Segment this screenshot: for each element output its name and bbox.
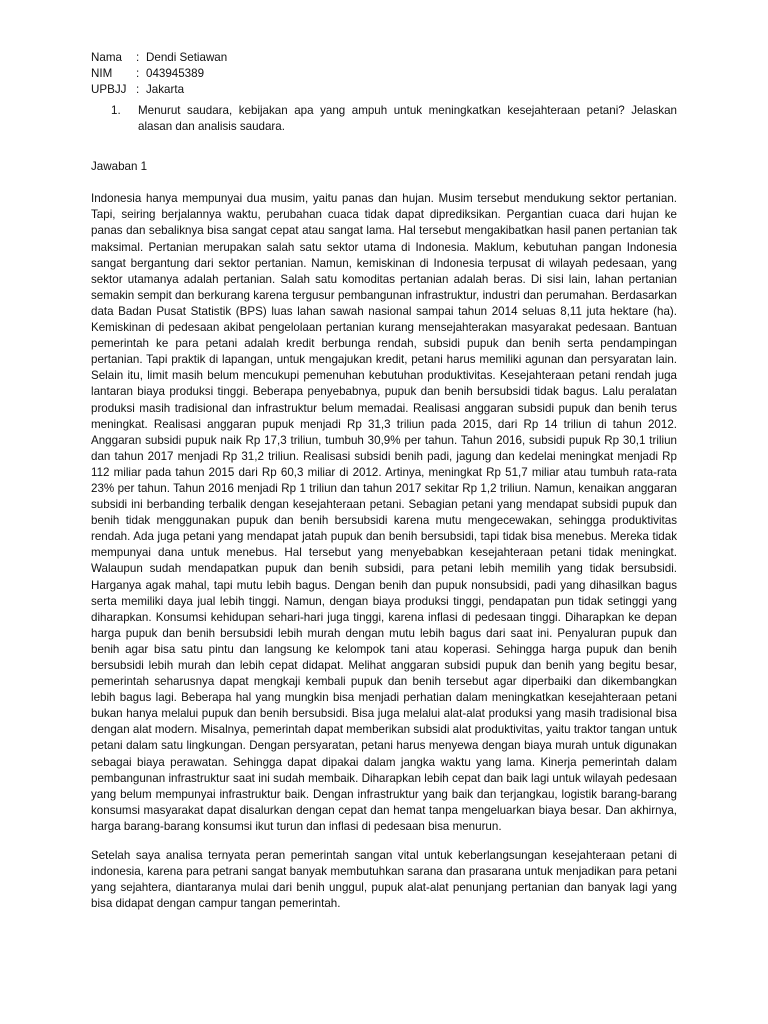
question-item — [91, 103, 677, 135]
info-colon: : — [136, 51, 140, 64]
answer-title: Jawaban 1 — [91, 160, 148, 174]
question-number: 1. — [111, 104, 121, 117]
info-row-name — [91, 50, 677, 66]
student-info — [91, 50, 677, 98]
document-content — [91, 50, 677, 912]
info-row-nim — [91, 66, 677, 82]
info-colon: : — [136, 83, 140, 96]
info-label: Nama — [91, 51, 122, 64]
info-value: Dendi Setiawan — [146, 51, 228, 64]
info-label: NIM — [91, 67, 113, 80]
info-label: UPBJJ — [91, 83, 127, 96]
question-text: Menurut saudara, kebijakan apa yang ampuh untuk meningkatkan kesejahteraan petani? Jelaskan alasan dan analisis saudara. — [138, 104, 677, 134]
conclusion-paragraph: Setelah saya analisa ternyata peran pemerintah sangan vital untuk keberlangsungan kesejahteraan petani di indonesia, karena para petrani sangat banyak membutuhkan sarana dan prasarana untuk menjadikan para petani yang sejahtera, diantaranya mulai dari benih unggul, pupuk alat-alat penunjang pertanian dan banyak lagi yang bisa didapat dengan campur tangan pemerintah. — [91, 849, 677, 911]
info-colon: : — [136, 67, 140, 80]
answer-paragraph: Indonesia hanya mempunyai dua musim, yaitu panas dan hujan. Musim tersebut mendukung sektor pertanian. Tapi, seiring berjalannya waktu, perubahan cuaca tidak dapat diprediksikan. Pergantian cuaca dari hujan ke panas dan sebaliknya bisa sangat cepat atau sangat lama. Hal tersebut mengakibatkan hasil panen pertanian tak maksimal. Pertanian merupakan salah satu sektor utama di Indonesia. Maklum, kebutuhan pangan Indonesia sangat bergantung dari sektor pertanian. Namun, kemiskinan di Indonesia terpusat di wilayah pedesaan, yang sektor utamanya adalah pertanian. Salah satu komoditas pertanian adalah beras. Di sisi lain, lahan pertanian semakin sempit dan berkurang karena tergusur pembangunan infrastruktur, industri dan perumahan. Berdasarkan data Badan Pusat Statistik (BPS) luas lahan sawah nasional sampai tahun 2014 seluas 8,11 juta hektare (ha). Kemiskinan di pedesaan akibat pengelolaan pertanian kurang mensejahterakan masyarakat pedesaan. Bantuan pemerintah ke para petani adalah kredit berbunga rendah, subsidi pupuk dan benih serta pendampingan pertanian. Tapi praktik di lapangan, untuk mengajukan kredit, petani harus memiliki agunan dan persyaratan lain. Selain itu, limit masih belum mencukupi pemenuhan kebutuhan produktivitas. Kesejahteraan petani rendah juga lantaran biaya produksi tinggi. Beberapa penyebabnya, pupuk dan benih bersubsidi tidak bagus. Lalu peralatan produksi masih tradisional dan infrastruktur belum memadai. Realisasi anggaran subsidi pupuk dan benih terus meningkat. Realisasi anggaran pupuk menjadi Rp 31,3 triliun pada 2015, dari Rp 14 triliun di tahun 2012. Anggaran subsidi pupuk naik Rp 17,3 triliun, tumbuh 30,9% per tahun. Tahun 2016, subsidi pupuk Rp 30,1 triliun dan tahun 2017 menjadi Rp 31,2 triliun. Realisasi subsidi benih padi, jagung dan kedelai meningkat menjadi Rp 112 miliar pada tahun 2015 dari Rp 60,3 miliar di 2012. Artinya, meningkat Rp 51,7 miliar atau tumbuh rata-rata 23% per tahun. Tahun 2016 menjadi Rp 1 triliun dan tahun 2017 sekitar Rp 1,2 triliun. Namun, kenaikan anggaran subsidi ini berbanding terbalik dengan kesejahteraan petani. Sebagian petani yang mendapat subsidi pupuk dan benih tidak menggunakan pupuk dan benih bersubsidi karena mutu mengecewakan, sehingga produktivitas rendah. Ada juga petani yang mendapat jatah pupuk dan benih bersubsidi, tapi tidak bisa menebus. Mereka tidak mempunyai dana untuk menebus. Hal tersebut yang menyebabkan kesejahteraan petani tidak meningkat. Walaupun sudah mendapatkan pupuk dan benih subsidi, para petani lebih memilih yang tidak bersubsidi. Harganya agak mahal, tapi mutu lebih bagus. Dengan benih dan pupuk nonsubsidi, padi yang dihasilkan bagus serta memiliki daya jual lebih tinggi. Namun, dengan biaya produksi tinggi, pendapatan pun tidak setinggi yang diharapkan. Konsumsi kehidupan sehari-hari juga tinggi, karena inflasi di pedesaan tinggi. Diharapkan ke depan harga pupuk dan benih bersubsidi lebih murah dengan mutu lebih bagus dari saat ini. Penyaluran pupuk dan benih agar bisa satu pintu dan langsung ke kelompok tani atau koperasi. Sehingga harga pupuk dan benih bersubsidi lebih murah dan lebih cepat didapat. Melihat anggaran subsidi pupuk dan benih yang begitu besar, pemerintah seharusnya dapat mengkaji kembali pupuk dan benih tersebut agar diperbaiki dan dikembangkan lebih bagus lagi. Beberapa hal yang mungkin bisa menjadi perhatian dalam meningkatkan kesejahteraan petani bukan hanya melalui pupuk dan benih bersubsidi. Bisa juga melalui alat-alat produksi yang masih tradisional bisa dengan alat modern. Misalnya, pemerintah dapat memberikan subsidi alat produktivitas, yaitu traktor tangan untuk petani dalam satu lingkungan. Dengan persyaratan, petani harus menyewa dengan biaya murah untuk digunakan sebagai biaya perawatan. Sehingga dapat dipakai dalam jangka waktu yang lama. Kinerja pemerintah dalam pembangunan infrastruktur saat ini sudah membaik. Diharapkan lebih cepat dan baik lagi untuk wilayah pedesaan yang belum mempunyai infrastruktur baik. Dengan infrastruktur yang baik dan terjangkau, logistik barang-barang konsumsi masyarakat dapat disalurkan dengan cepat dan hemat tanpa mengeluarkan biaya besar. Dan akhirnya, harga barang-barang konsumsi ikut turun dan inflasi di pedesaan bisa menurun. — [91, 192, 677, 833]
info-row-upbjj — [91, 82, 677, 98]
info-value: Jakarta — [146, 83, 185, 96]
info-value: 043945389 — [146, 67, 205, 80]
